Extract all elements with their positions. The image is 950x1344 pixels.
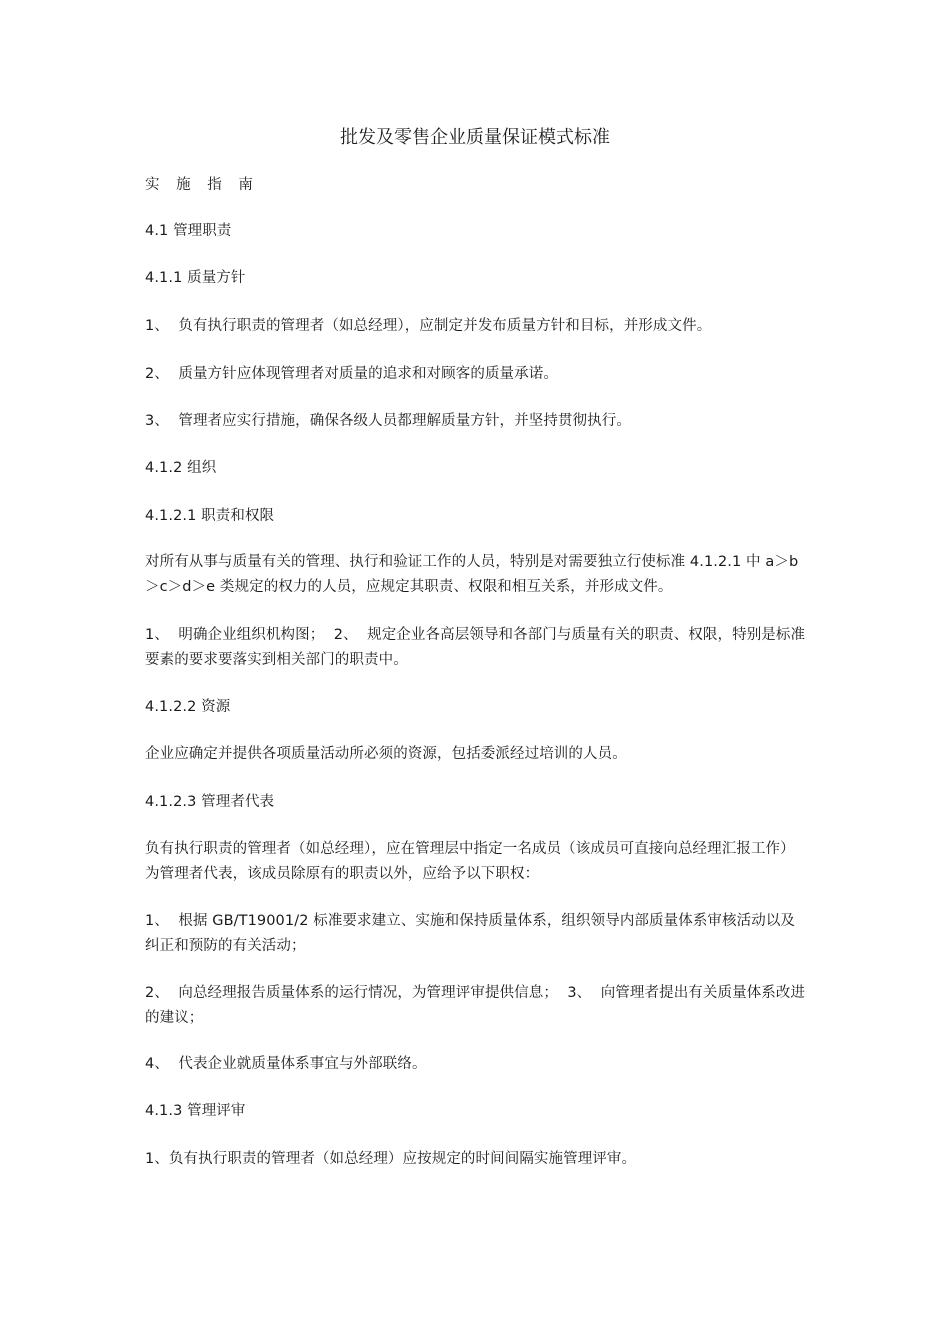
section-heading-implementation-guide: 实 施 指 南 [145, 177, 259, 193]
document-title: 批发及零售企业质量保证模式标准 [340, 127, 610, 148]
section-heading-4-1-3: 4.1.3 管理评审 [145, 1103, 246, 1119]
paragraph-resources: 企业应确定并提供各项质量活动所必须的资源，包括委派经过培训的人员。 [145, 746, 627, 762]
paragraph-org-chart: 1、 明确企业组织机构图； 2、 规定企业各高层领导和各部门与质量有关的职责、权限，特别是标准要素的要求要落实到相关部门的职责中。 [145, 627, 806, 668]
paragraph-rep-duty-1: 1、 根据 GB/T19001/2 标准要求建立、实施和保持质量体系，组织领导内部质量体系审核活动以及纠正和预防的有关活动； [145, 913, 796, 954]
paragraph-policy-1: 1、 负有执行职责的管理者（如总经理），应制定并发布质量方针和目标，并形成文件。 [145, 318, 712, 334]
paragraph-rep-duty-2-3: 2、 向总经理报告质量体系的运行情况，为管理评审提供信息； 3、 向管理者提出有关质量体系改进的建议； [145, 985, 806, 1026]
paragraph-management-rep: 负有执行职责的管理者（如总经理），应在管理层中指定一名成员（该成员可直接向总经理汇报工作）为管理者代表，该成员除原有的职责以外，应给予以下职权： [145, 841, 795, 882]
paragraph-policy-2: 2、 质量方针应体现管理者对质量的追求和对顾客的质量承诺。 [145, 366, 558, 382]
section-heading-4-1: 4.1 管理职责 [145, 223, 232, 239]
paragraph-responsibilities: 对所有从事与质量有关的管理、执行和验证工作的人员，特别是对需要独立行使标准 4.1.2.1 中 a＞b＞c＞d＞e 类规定的权力的人员，应规定其职责、权限和相互关系，并形成文件。 [145, 554, 799, 595]
paragraph-rep-duty-4: 4、 代表企业就质量体系事宜与外部联络。 [145, 1056, 427, 1072]
section-heading-4-1-2-3: 4.1.2.3 管理者代表 [145, 794, 275, 810]
section-heading-4-1-2-2: 4.1.2.2 资源 [145, 699, 231, 715]
section-heading-4-1-2-1: 4.1.2.1 职责和权限 [145, 508, 275, 524]
section-heading-4-1-1: 4.1.1 质量方针 [145, 270, 246, 286]
paragraph-management-review-1: 1、负有执行职责的管理者（如总经理）应按规定的时间间隔实施管理评审。 [145, 1151, 637, 1167]
section-heading-4-1-2: 4.1.2 组织 [145, 460, 217, 476]
paragraph-policy-3: 3、 管理者应实行措施，确保各级人员都理解质量方针，并坚持贯彻执行。 [145, 413, 631, 429]
